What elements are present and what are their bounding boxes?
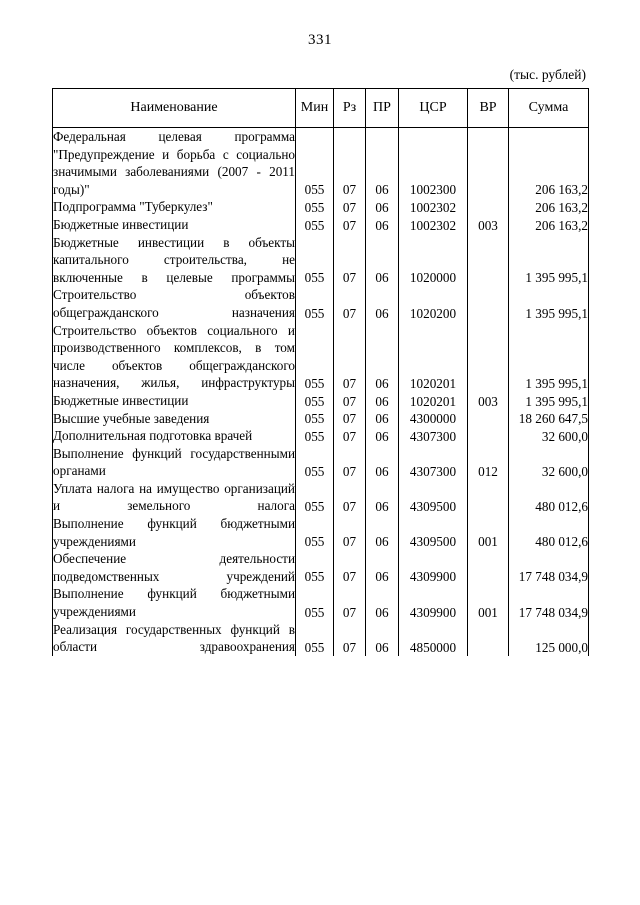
- table-row: [53, 621, 589, 656]
- row-rz: 07: [334, 322, 366, 392]
- row-sum: 206 163,2: [509, 216, 589, 234]
- table-row: [53, 322, 589, 392]
- row-name: Подпрограмма "Туберкулез": [53, 198, 296, 216]
- row-name: Выполнение функций бюджетными учреждениями: [53, 586, 295, 620]
- table-row: [53, 480, 589, 515]
- row-csr: 1002302: [399, 198, 468, 216]
- row-name: Строительство объектов общегражданского назначения: [53, 287, 295, 320]
- row-rz: 07: [334, 445, 366, 480]
- row-min: 055: [296, 480, 334, 515]
- budget-table: [52, 88, 589, 656]
- row-vr: 012: [468, 445, 509, 480]
- row-sum: 17 748 034,9: [509, 550, 589, 585]
- column-header-pr: ПР: [366, 89, 399, 128]
- row-csr: 1020201: [399, 392, 468, 410]
- table-row: [53, 427, 589, 445]
- row-vr: 003: [468, 392, 509, 410]
- row-csr: 1002300: [399, 128, 468, 199]
- row-pr: 06: [366, 286, 399, 321]
- row-min: 055: [296, 427, 334, 445]
- row-sum: 1 395 995,1: [509, 322, 589, 392]
- row-rz: 07: [334, 427, 366, 445]
- table-row: [53, 515, 589, 550]
- row-rz: 07: [334, 550, 366, 585]
- row-name: Строительство объектов социального и производственного комплексов, в том числе объектов общегражданского назначения, жилья, инфраструктуры: [53, 322, 295, 391]
- row-min: 055: [296, 550, 334, 585]
- row-vr: [468, 322, 509, 392]
- row-min: 055: [296, 234, 334, 287]
- table-row: [53, 585, 589, 620]
- row-name: Выполнение функций государственными органами: [53, 445, 295, 479]
- row-sum: 206 163,2: [509, 198, 589, 216]
- row-sum: 480 012,6: [509, 480, 589, 515]
- row-vr: [468, 286, 509, 321]
- row-vr: [468, 128, 509, 199]
- row-rz: 07: [334, 410, 366, 428]
- row-pr: 06: [366, 427, 399, 445]
- table-row: [53, 286, 589, 321]
- units-note: (тыс. рублей): [509, 67, 586, 82]
- row-rz: 07: [334, 515, 366, 550]
- row-min: 055: [296, 445, 334, 480]
- row-name: Бюджетные инвестиции: [53, 216, 296, 234]
- row-sum: 1 395 995,1: [509, 234, 589, 287]
- row-min: 055: [296, 585, 334, 620]
- column-header-vr: ВР: [468, 89, 509, 128]
- row-csr: 1020000: [399, 234, 468, 287]
- row-sum: 32 600,0: [509, 427, 589, 445]
- row-name: Бюджетные инвестиции: [53, 392, 296, 410]
- row-min: 055: [296, 216, 334, 234]
- row-pr: 06: [366, 515, 399, 550]
- row-vr: [468, 410, 509, 428]
- row-csr: 4309900: [399, 550, 468, 585]
- column-header-name: Наименование: [53, 89, 296, 128]
- row-csr: 4300000: [399, 410, 468, 428]
- row-min: 055: [296, 286, 334, 321]
- row-name: Обеспечение деятельности подведомственных учреждений: [53, 551, 295, 584]
- row-rz: 07: [334, 621, 366, 656]
- row-min: 055: [296, 621, 334, 656]
- row-min: 055: [296, 515, 334, 550]
- table-row: [53, 234, 589, 287]
- row-min: 055: [296, 198, 334, 216]
- row-csr: 4307300: [399, 427, 468, 445]
- table-row: [53, 392, 589, 410]
- row-vr: [468, 550, 509, 585]
- row-sum: 206 163,2: [509, 128, 589, 199]
- row-name: Федеральная целевая программа "Предупреждение и борьба с социально значимыми заболеваниями (2007 - 2011 годы)": [53, 129, 295, 197]
- row-name: Высшие учебные заведения: [53, 410, 296, 428]
- table-row: [53, 198, 589, 216]
- row-pr: 06: [366, 392, 399, 410]
- row-pr: 06: [366, 198, 399, 216]
- row-min: 055: [296, 410, 334, 428]
- row-rz: 07: [334, 234, 366, 287]
- row-csr: 4307300: [399, 445, 468, 480]
- column-header-min: Мин: [296, 89, 334, 128]
- row-pr: 06: [366, 234, 399, 287]
- row-vr: 003: [468, 216, 509, 234]
- row-rz: 07: [334, 128, 366, 199]
- row-pr: 06: [366, 585, 399, 620]
- row-vr: [468, 234, 509, 287]
- row-csr: 4309900: [399, 585, 468, 620]
- table-row: [53, 410, 589, 428]
- row-pr: 06: [366, 445, 399, 480]
- row-name: Выполнение функций бюджетными учреждениями: [53, 516, 295, 549]
- row-pr: 06: [366, 322, 399, 392]
- column-header-sum: Сумма: [509, 89, 589, 128]
- row-vr: [468, 427, 509, 445]
- row-name: Уплата налога на имущество организаций и земельного налога: [53, 480, 295, 514]
- row-min: 055: [296, 128, 334, 199]
- row-min: 055: [296, 322, 334, 392]
- row-vr: 001: [468, 515, 509, 550]
- row-sum: 480 012,6: [509, 515, 589, 550]
- row-pr: 06: [366, 480, 399, 515]
- row-rz: 07: [334, 480, 366, 515]
- row-rz: 07: [334, 585, 366, 620]
- row-csr: 1020200: [399, 286, 468, 321]
- row-sum: 18 260 647,5: [509, 410, 589, 428]
- row-name: Бюджетные инвестиции в объекты капитального строительства, не включенные в целевые программы: [53, 234, 295, 285]
- table-row: [53, 216, 589, 234]
- row-pr: 06: [366, 550, 399, 585]
- column-header-csr: ЦСР: [399, 89, 468, 128]
- row-pr: 06: [366, 621, 399, 656]
- row-name: Дополнительная подготовка врачей: [53, 427, 296, 445]
- table-row: [53, 550, 589, 585]
- row-min: 055: [296, 392, 334, 410]
- row-pr: 06: [366, 410, 399, 428]
- row-csr: 1020201: [399, 322, 468, 392]
- row-pr: 06: [366, 216, 399, 234]
- row-vr: 001: [468, 585, 509, 620]
- table-body: [53, 128, 589, 656]
- row-vr: [468, 480, 509, 515]
- page-number: 331: [308, 32, 332, 48]
- row-name: Реализация государственных функций в области здравоохранения: [53, 621, 295, 655]
- row-sum: 125 000,0: [509, 621, 589, 656]
- row-rz: 07: [334, 198, 366, 216]
- column-header-rz: Рз: [334, 89, 366, 128]
- row-csr: 4850000: [399, 621, 468, 656]
- table-header-row: [53, 89, 589, 128]
- row-pr: 06: [366, 128, 399, 199]
- row-vr: [468, 621, 509, 656]
- row-rz: 07: [334, 286, 366, 321]
- row-csr: 4309500: [399, 480, 468, 515]
- row-sum: 17 748 034,9: [509, 585, 589, 620]
- row-vr: [468, 198, 509, 216]
- row-sum: 32 600,0: [509, 445, 589, 480]
- row-rz: 07: [334, 216, 366, 234]
- row-csr: 4309500: [399, 515, 468, 550]
- table-header: [53, 89, 589, 128]
- table-row: [53, 128, 589, 199]
- table-row: [53, 445, 589, 480]
- row-sum: 1 395 995,1: [509, 392, 589, 410]
- row-sum: 1 395 995,1: [509, 286, 589, 321]
- row-csr: 1002302: [399, 216, 468, 234]
- row-rz: 07: [334, 392, 366, 410]
